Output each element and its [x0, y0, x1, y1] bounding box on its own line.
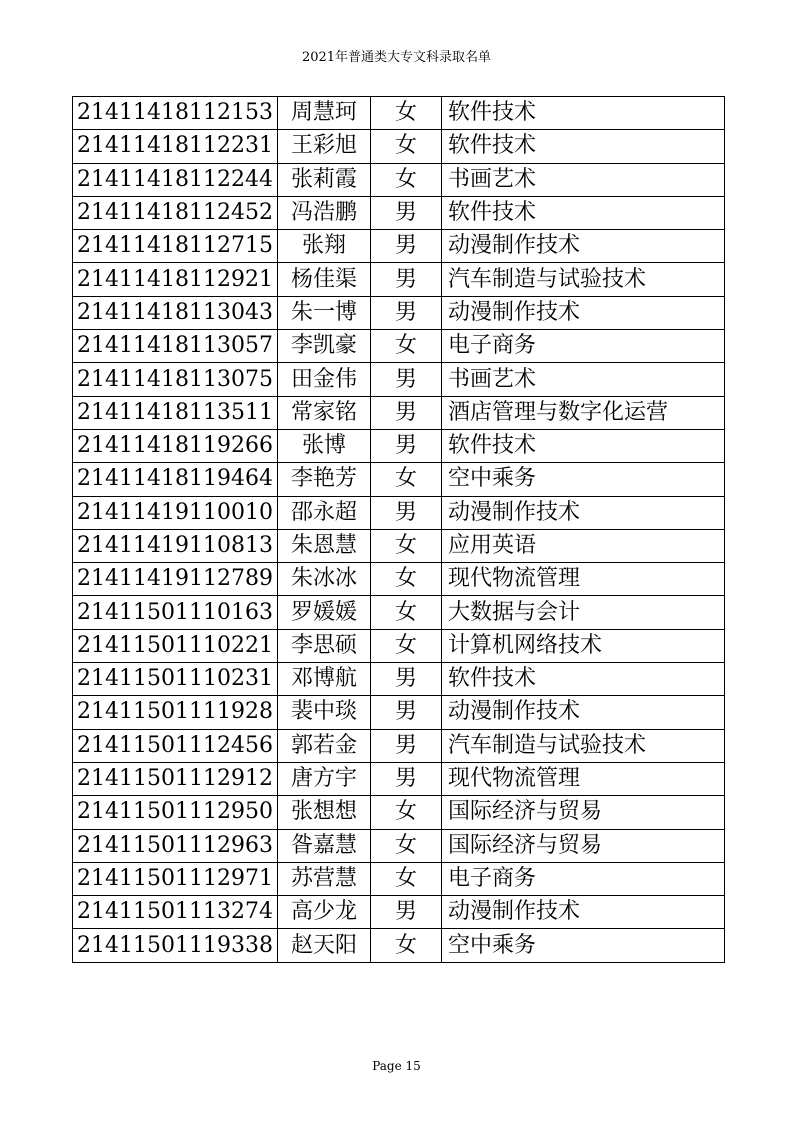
student-name-cell: 张博 — [278, 429, 371, 462]
table-row — [73, 263, 725, 296]
student-id-cell: 21411501110163 — [73, 596, 278, 629]
major-cell: 动漫制作技术 — [442, 230, 725, 263]
gender-cell: 男 — [371, 496, 442, 529]
student-id-cell: 21411419110010 — [73, 496, 278, 529]
student-name-cell: 周慧珂 — [278, 97, 371, 130]
table-row — [73, 330, 725, 363]
student-name-cell: 冯浩鹏 — [278, 196, 371, 229]
student-id-cell: 21411501119338 — [73, 929, 278, 962]
major-cell: 空中乘务 — [442, 929, 725, 962]
gender-cell: 男 — [371, 363, 442, 396]
student-id-cell: 21411418113511 — [73, 396, 278, 429]
table-row — [73, 196, 725, 229]
gender-cell: 男 — [371, 296, 442, 329]
student-name-cell: 罗媛媛 — [278, 596, 371, 629]
major-cell: 动漫制作技术 — [442, 496, 725, 529]
table-row — [73, 163, 725, 196]
gender-cell: 女 — [371, 97, 442, 130]
student-id-cell: 21411419110813 — [73, 529, 278, 562]
student-name-cell: 邓博航 — [278, 663, 371, 696]
student-id-cell: 21411419112789 — [73, 563, 278, 596]
table-row — [73, 97, 725, 130]
student-name-cell: 张想想 — [278, 796, 371, 829]
student-id-cell: 21411501110231 — [73, 663, 278, 696]
gender-cell: 男 — [371, 429, 442, 462]
student-id-cell: 21411418113075 — [73, 363, 278, 396]
table-row — [73, 696, 725, 729]
major-cell: 酒店管理与数字化运营 — [442, 396, 725, 429]
student-id-cell: 21411418112244 — [73, 163, 278, 196]
gender-cell: 女 — [371, 929, 442, 962]
major-cell: 大数据与会计 — [442, 596, 725, 629]
gender-cell: 男 — [371, 196, 442, 229]
major-cell: 汽车制造与试验技术 — [442, 729, 725, 762]
student-name-cell: 郭若金 — [278, 729, 371, 762]
major-cell: 空中乘务 — [442, 463, 725, 496]
table-row — [73, 130, 725, 163]
table-row — [73, 563, 725, 596]
student-name-cell: 朱冰冰 — [278, 563, 371, 596]
student-id-cell: 21411501112912 — [73, 762, 278, 795]
table-row — [73, 296, 725, 329]
gender-cell: 男 — [371, 663, 442, 696]
gender-cell: 女 — [371, 829, 442, 862]
table-row — [73, 829, 725, 862]
major-cell: 国际经济与贸易 — [442, 829, 725, 862]
table-row — [73, 762, 725, 795]
student-name-cell: 田金伟 — [278, 363, 371, 396]
student-name-cell: 昝嘉慧 — [278, 829, 371, 862]
major-cell: 动漫制作技术 — [442, 696, 725, 729]
student-id-cell: 21411501111928 — [73, 696, 278, 729]
table-row — [73, 929, 725, 962]
major-cell: 动漫制作技术 — [442, 896, 725, 929]
major-cell: 电子商务 — [442, 330, 725, 363]
table-row — [73, 796, 725, 829]
major-cell: 现代物流管理 — [442, 762, 725, 795]
major-cell: 现代物流管理 — [442, 563, 725, 596]
major-cell: 动漫制作技术 — [442, 296, 725, 329]
gender-cell: 男 — [371, 263, 442, 296]
student-name-cell: 赵天阳 — [278, 929, 371, 962]
student-id-cell: 21411501112456 — [73, 729, 278, 762]
student-id-cell: 21411418112921 — [73, 263, 278, 296]
table-row — [73, 629, 725, 662]
table-row — [73, 363, 725, 396]
table-row — [73, 596, 725, 629]
student-id-cell: 21411501112971 — [73, 862, 278, 895]
gender-cell: 女 — [371, 563, 442, 596]
gender-cell: 女 — [371, 596, 442, 629]
table-row — [73, 896, 725, 929]
student-id-cell: 21411418113057 — [73, 330, 278, 363]
student-name-cell: 张翔 — [278, 230, 371, 263]
major-cell: 电子商务 — [442, 862, 725, 895]
gender-cell: 男 — [371, 396, 442, 429]
table-row — [73, 529, 725, 562]
student-name-cell: 李凯豪 — [278, 330, 371, 363]
student-id-cell: 21411418112452 — [73, 196, 278, 229]
major-cell: 软件技术 — [442, 196, 725, 229]
table-row — [73, 862, 725, 895]
gender-cell: 男 — [371, 729, 442, 762]
student-name-cell: 常家铭 — [278, 396, 371, 429]
student-name-cell: 朱一博 — [278, 296, 371, 329]
gender-cell: 男 — [371, 896, 442, 929]
gender-cell: 女 — [371, 163, 442, 196]
table-row — [73, 729, 725, 762]
page-title: 2021年普通类大专文科录取名单 — [301, 50, 492, 65]
gender-cell: 女 — [371, 629, 442, 662]
table-row — [73, 496, 725, 529]
student-name-cell: 裴中琰 — [278, 696, 371, 729]
student-id-cell: 21411418119266 — [73, 429, 278, 462]
student-id-cell: 21411418119464 — [73, 463, 278, 496]
major-cell: 计算机网络技术 — [442, 629, 725, 662]
major-cell: 软件技术 — [442, 429, 725, 462]
admission-table-body — [73, 97, 725, 963]
gender-cell: 女 — [371, 862, 442, 895]
student-id-cell: 21411418113043 — [73, 296, 278, 329]
student-name-cell: 张莉霞 — [278, 163, 371, 196]
student-id-cell: 21411418112231 — [73, 130, 278, 163]
gender-cell: 女 — [371, 529, 442, 562]
major-cell: 国际经济与贸易 — [442, 796, 725, 829]
gender-cell: 男 — [371, 696, 442, 729]
student-id-cell: 21411501113274 — [73, 896, 278, 929]
student-name-cell: 朱恩慧 — [278, 529, 371, 562]
gender-cell: 女 — [371, 463, 442, 496]
student-name-cell: 高少龙 — [278, 896, 371, 929]
major-cell: 汽车制造与试验技术 — [442, 263, 725, 296]
table-row — [73, 230, 725, 263]
student-id-cell: 21411501112963 — [73, 829, 278, 862]
student-id-cell: 21411418112715 — [73, 230, 278, 263]
major-cell: 软件技术 — [442, 97, 725, 130]
admission-table — [72, 96, 725, 963]
major-cell: 书画艺术 — [442, 163, 725, 196]
student-id-cell: 21411418112153 — [73, 97, 278, 130]
student-name-cell: 李思硕 — [278, 629, 371, 662]
major-cell: 应用英语 — [442, 529, 725, 562]
gender-cell: 男 — [371, 762, 442, 795]
major-cell: 软件技术 — [442, 663, 725, 696]
student-name-cell: 王彩旭 — [278, 130, 371, 163]
table-row — [73, 663, 725, 696]
student-name-cell: 唐方宇 — [278, 762, 371, 795]
major-cell: 软件技术 — [442, 130, 725, 163]
student-id-cell: 21411501112950 — [73, 796, 278, 829]
student-name-cell: 李艳芳 — [278, 463, 371, 496]
major-cell: 书画艺术 — [442, 363, 725, 396]
gender-cell: 女 — [371, 130, 442, 163]
student-id-cell: 21411501110221 — [73, 629, 278, 662]
gender-cell: 男 — [371, 230, 442, 263]
gender-cell: 女 — [371, 796, 442, 829]
table-row — [73, 396, 725, 429]
table-row — [73, 429, 725, 462]
table-row — [73, 463, 725, 496]
gender-cell: 女 — [371, 330, 442, 363]
student-name-cell: 苏营慧 — [278, 862, 371, 895]
page-number: Page 15 — [372, 1059, 421, 1073]
student-name-cell: 邵永超 — [278, 496, 371, 529]
student-name-cell: 杨佳渠 — [278, 263, 371, 296]
